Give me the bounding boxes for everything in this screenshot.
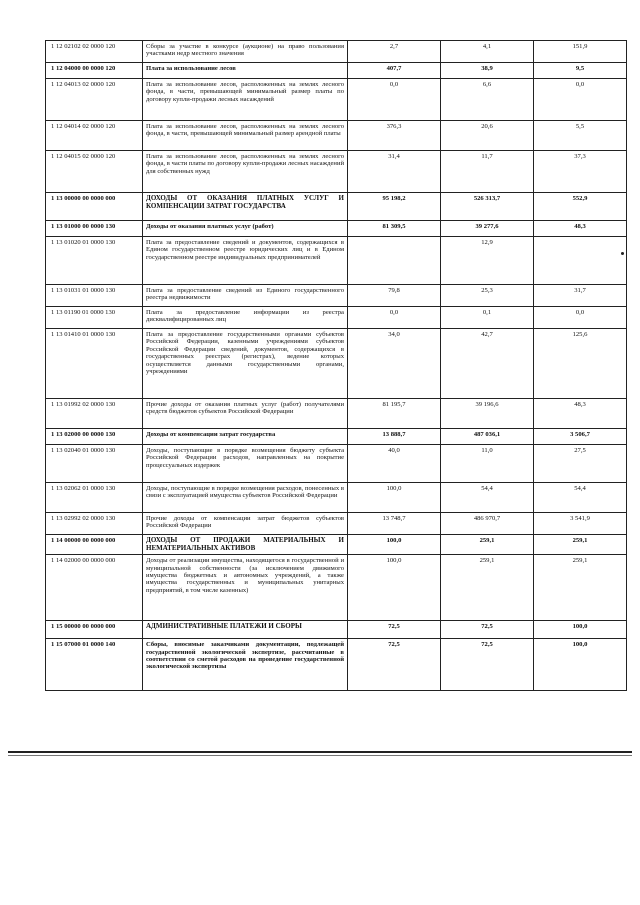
row-value-actual: 12,9 xyxy=(441,237,534,285)
row-value-plan: 100,0 xyxy=(348,535,441,555)
row-name: Доходы от компенсации затрат государства xyxy=(143,429,348,445)
table-row xyxy=(46,79,627,121)
row-value-percent: 48,3 xyxy=(534,221,627,237)
revenue-table-body xyxy=(46,41,627,691)
table-row xyxy=(46,193,627,221)
row-value-plan: 72,5 xyxy=(348,621,441,639)
row-name: Доходы от реализации имущества, находящегося в государственной и муниципальной собственности (за исключением движимого имущества бюджетных и автономных учреждений, а также имущества государственных и муниципальных унитарных предприятий, в том числе казенных) xyxy=(143,555,348,621)
row-value-actual: 11,7 xyxy=(441,151,534,193)
row-value-plan: 79,8 xyxy=(348,285,441,307)
row-value-percent: 0,0 xyxy=(534,307,627,329)
row-name: Плата за использование лесов xyxy=(143,63,348,79)
row-value-percent: 552,9 xyxy=(534,193,627,221)
row-code: 1 13 02992 02 0000 130 xyxy=(46,513,143,535)
row-value-percent: 259,1 xyxy=(534,535,627,555)
row-value-plan: 100,0 xyxy=(348,483,441,513)
row-value-plan: 13 888,7 xyxy=(348,429,441,445)
row-value-percent: 100,0 xyxy=(534,639,627,691)
row-value-actual: 39 277,6 xyxy=(441,221,534,237)
row-name: Плата за использование лесов, расположенных на землях лесного фонда, в части, превышающей минимальный размер арендной платы xyxy=(143,121,348,151)
row-value-actual: 487 036,1 xyxy=(441,429,534,445)
row-code: 1 15 00000 00 0000 000 xyxy=(46,621,143,639)
row-code: 1 13 01031 01 0000 130 xyxy=(46,285,143,307)
table-row xyxy=(46,41,627,63)
row-code: 1 13 02000 00 0000 130 xyxy=(46,429,143,445)
row-name: Прочие доходы от компенсации затрат бюджетов субъектов Российской Федерации xyxy=(143,513,348,535)
row-value-plan: 72,5 xyxy=(348,639,441,691)
row-code: 1 13 00000 00 0000 000 xyxy=(46,193,143,221)
table-row xyxy=(46,513,627,535)
row-code: 1 14 00000 00 0000 000 xyxy=(46,535,143,555)
table-row xyxy=(46,221,627,237)
row-name: Плата за предоставление государственными органами субъектов Российской Федерации, казенными учреждениями субъектов Российской Федерации сведений, документов, содержащихся в государственных реестрах (регистрах), ведение которых осуществляется данными государственными органами, учреждениями xyxy=(143,329,348,399)
row-value-actual: 72,5 xyxy=(441,639,534,691)
row-code: 1 13 01992 02 0000 130 xyxy=(46,399,143,429)
table-row xyxy=(46,121,627,151)
row-value-actual: 38,9 xyxy=(441,63,534,79)
row-value-percent: 27,5 xyxy=(534,445,627,483)
row-code: 1 13 01020 01 0000 130 xyxy=(46,237,143,285)
revenue-table-container xyxy=(45,40,610,691)
row-value-plan: 31,4 xyxy=(348,151,441,193)
row-value-plan: 0,0 xyxy=(348,79,441,121)
row-code: 1 12 04015 02 0000 120 xyxy=(46,151,143,193)
row-value-actual: 42,7 xyxy=(441,329,534,399)
row-value-actual: 259,1 xyxy=(441,555,534,621)
row-name: Сборы за участие в конкурсе (аукционе) на право пользования участками недр местного значения xyxy=(143,41,348,63)
row-value-plan: 34,0 xyxy=(348,329,441,399)
table-row xyxy=(46,285,627,307)
row-name: АДМИНИСТРАТИВНЫЕ ПЛАТЕЖИ И СБОРЫ xyxy=(143,621,348,639)
row-value-plan: 0,0 xyxy=(348,307,441,329)
table-row xyxy=(46,429,627,445)
row-value-percent: 31,7 xyxy=(534,285,627,307)
revenue-table xyxy=(45,40,627,691)
row-code: 1 12 04000 00 0000 120 xyxy=(46,63,143,79)
row-value-actual: 72,5 xyxy=(441,621,534,639)
row-value-actual: 25,3 xyxy=(441,285,534,307)
row-value-plan: 81 195,7 xyxy=(348,399,441,429)
row-name: Сборы, вносимые заказчиками документации, подлежащей государственной экологической экспертизе, рассчитанные в соответствии со сметой расходов на проведение государственной экологической экспертизы xyxy=(143,639,348,691)
row-code: 1 12 02102 02 0000 120 xyxy=(46,41,143,63)
row-value-actual: 526 313,7 xyxy=(441,193,534,221)
row-code: 1 13 01190 01 0000 130 xyxy=(46,307,143,329)
row-value-plan: 13 748,7 xyxy=(348,513,441,535)
row-value-percent: 3 541,9 xyxy=(534,513,627,535)
row-value-percent xyxy=(534,237,627,285)
row-value-percent: 100,0 xyxy=(534,621,627,639)
row-value-percent: 151,9 xyxy=(534,41,627,63)
row-value-actual: 20,6 xyxy=(441,121,534,151)
table-row xyxy=(46,445,627,483)
row-value-plan: 2,7 xyxy=(348,41,441,63)
row-name: Плата за предоставление сведений и документов, содержащихся в Едином государственном реестре юридических лиц и в Едином государственном реестре индивидуальных предпринимателей xyxy=(143,237,348,285)
row-value-percent: 54,4 xyxy=(534,483,627,513)
row-code: 1 12 04014 02 0000 120 xyxy=(46,121,143,151)
row-value-plan: 100,0 xyxy=(348,555,441,621)
table-row xyxy=(46,535,627,555)
row-value-plan: 407,7 xyxy=(348,63,441,79)
row-name: Доходы от оказания платных услуг (работ) xyxy=(143,221,348,237)
row-value-actual: 54,4 xyxy=(441,483,534,513)
row-name: Плата за использование лесов, расположенных на землях лесного фонда, в части платы по договору купли-продажи лесных насаждений для собственных нужд xyxy=(143,151,348,193)
row-name: ДОХОДЫ ОТ ПРОДАЖИ МАТЕРИАЛЬНЫХ И НЕМАТЕРИАЛЬНЫХ АКТИВОВ xyxy=(143,535,348,555)
row-value-plan xyxy=(348,237,441,285)
row-value-percent: 0,0 xyxy=(534,79,627,121)
table-row xyxy=(46,237,627,285)
row-name: Плата за предоставление информации из реестра дисквалифицированных лиц xyxy=(143,307,348,329)
row-value-plan: 95 198,2 xyxy=(348,193,441,221)
table-row xyxy=(46,307,627,329)
row-value-percent: 9,5 xyxy=(534,63,627,79)
row-code: 1 15 07000 01 0000 140 xyxy=(46,639,143,691)
row-value-actual: 0,1 xyxy=(441,307,534,329)
row-value-actual: 4,1 xyxy=(441,41,534,63)
row-name: Плата за предоставление сведений из Единого государственного реестра недвижимости xyxy=(143,285,348,307)
row-code: 1 14 02000 00 0000 000 xyxy=(46,555,143,621)
row-name: Прочие доходы от оказания платных услуг (работ) получателями средств бюджетов субъектов Российской Федерации xyxy=(143,399,348,429)
row-value-percent: 5,5 xyxy=(534,121,627,151)
table-row xyxy=(46,329,627,399)
row-value-actual: 486 970,7 xyxy=(441,513,534,535)
row-value-actual: 259,1 xyxy=(441,535,534,555)
row-value-plan: 376,3 xyxy=(348,121,441,151)
row-code: 1 13 02062 01 0000 130 xyxy=(46,483,143,513)
row-name: Плата за использование лесов, расположенных на землях лесного фонда, в части, превышающей минимальный размер платы по договору купли-продажи лесных насаждений xyxy=(143,79,348,121)
row-value-percent: 3 506,7 xyxy=(534,429,627,445)
row-value-percent: 125,6 xyxy=(534,329,627,399)
row-value-plan: 81 309,5 xyxy=(348,221,441,237)
table-row xyxy=(46,639,627,691)
page-bottom-rule-thin xyxy=(8,755,632,756)
row-code: 1 13 01000 00 0000 130 xyxy=(46,221,143,237)
row-code: 1 13 01410 01 0000 130 xyxy=(46,329,143,399)
table-row xyxy=(46,63,627,79)
page-bottom-rule xyxy=(8,751,632,753)
table-row xyxy=(46,555,627,621)
row-name: ДОХОДЫ ОТ ОКАЗАНИЯ ПЛАТНЫХ УСЛУГ И КОМПЕНСАЦИИ ЗАТРАТ ГОСУДАРСТВА xyxy=(143,193,348,221)
row-value-percent: 259,1 xyxy=(534,555,627,621)
row-value-percent: 48,3 xyxy=(534,399,627,429)
row-code: 1 12 04013 02 0000 120 xyxy=(46,79,143,121)
table-row xyxy=(46,621,627,639)
table-row xyxy=(46,151,627,193)
row-value-actual: 39 196,6 xyxy=(441,399,534,429)
row-name: Доходы, поступающие в порядке возмещения расходов, понесенных в связи с эксплуатацией имущества субъектов Российской Федерации xyxy=(143,483,348,513)
row-name: Доходы, поступающие в порядке возмещения бюджету субъекта Российской Федерации расходов, направленных на покрытие процессуальных издержек xyxy=(143,445,348,483)
row-value-actual: 6,6 xyxy=(441,79,534,121)
row-value-percent: 37,3 xyxy=(534,151,627,193)
row-value-plan: 40,0 xyxy=(348,445,441,483)
row-code: 1 13 02040 01 0000 130 xyxy=(46,445,143,483)
table-row xyxy=(46,399,627,429)
margin-mark xyxy=(621,252,624,255)
table-row xyxy=(46,483,627,513)
row-value-actual: 11,0 xyxy=(441,445,534,483)
